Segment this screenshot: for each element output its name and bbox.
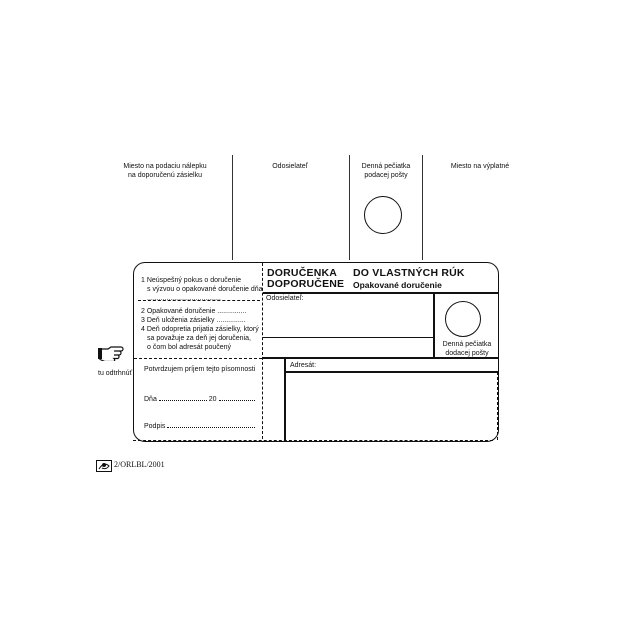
label-area-line-1: Miesto na podaciu nálepku: [123, 163, 207, 170]
stamp-label-line-1: Denná pečiatka: [442, 341, 492, 348]
confirm-text: Potvrdzujem príjem tejto písomnosti: [144, 366, 256, 373]
divider-2: [349, 155, 350, 260]
title-left: [267, 268, 344, 290]
payment-header: Miesto na výplatné: [450, 163, 510, 170]
attempt-1-line-3: ......................................: [147, 295, 221, 302]
stamp-header: [351, 162, 421, 180]
attempt-3: 3 Deň uloženia zásielky ...............: [141, 317, 246, 324]
addressee-top-line: [286, 371, 498, 373]
date-field[interactable]: [159, 400, 207, 401]
stamp-label-line-2: dodacej pošty: [445, 350, 489, 357]
year-field[interactable]: [219, 400, 255, 401]
stamp-divider: [433, 293, 435, 358]
attempt-4-line-1: 4 Deň odopretia prijatia zásielky, ktorý: [141, 326, 259, 333]
title-doporucene: DOPORUČENE: [267, 278, 345, 290]
left-mid-separator: [134, 358, 262, 359]
attempts-list: [141, 276, 263, 352]
sender-label: Odosielateľ:: [266, 295, 304, 302]
addressee-label: Adresát:: [290, 362, 317, 369]
card-dashed-edge-right: [497, 372, 498, 440]
attempts-separator: [138, 300, 260, 301]
attempt-1-line-1: 1 Neúspešný pokus o doručenie: [141, 277, 242, 284]
label-area-header: [100, 162, 230, 180]
signature-field[interactable]: [167, 427, 255, 428]
attempt-4-line-3: o čom bol adresát poučený: [147, 344, 232, 351]
title-right: DO VLASTNÝCH RÚK: [353, 267, 465, 279]
sender-header: Odosielateľ: [272, 163, 308, 170]
subtitle: Opakované doručenie: [353, 280, 442, 290]
stamp-circle-top: [364, 196, 402, 234]
attempt-1-line-2: s výzvou o opakované doručenie dňa: [147, 286, 263, 293]
stamp-header-line-1: Denná pečiatka: [361, 163, 411, 170]
tear-label: tu odtrhnúť: [98, 370, 133, 377]
attempt-2: 2 Opakované doručenie ...............: [141, 308, 247, 315]
postal-logo-icon: [96, 459, 112, 477]
card-dashed-edge-bottom: [133, 440, 493, 441]
year-prefix: 20: [208, 396, 217, 403]
date-row: [144, 395, 262, 404]
label-area-line-2: na doporučenú zásielku: [128, 172, 202, 179]
stamp-header-line-2: podacej pošty: [364, 172, 408, 179]
attempt-4-line-2: sa považuje za deň jej doručenia,: [147, 335, 251, 342]
divider-1: [232, 155, 233, 260]
divider-3: [422, 155, 423, 260]
form-code: 2/ORLBL/2001: [114, 460, 165, 469]
stamp-label-card: [436, 340, 498, 358]
stamp-circle-card: [445, 301, 481, 337]
sender-line: [263, 337, 433, 338]
title-doruc: DORUČENKA: [267, 267, 338, 279]
signature-row: [144, 422, 262, 431]
signature-label: Podpis: [144, 423, 166, 430]
pointing-hand-icon: [98, 345, 126, 366]
date-label: Dňa: [144, 396, 157, 403]
